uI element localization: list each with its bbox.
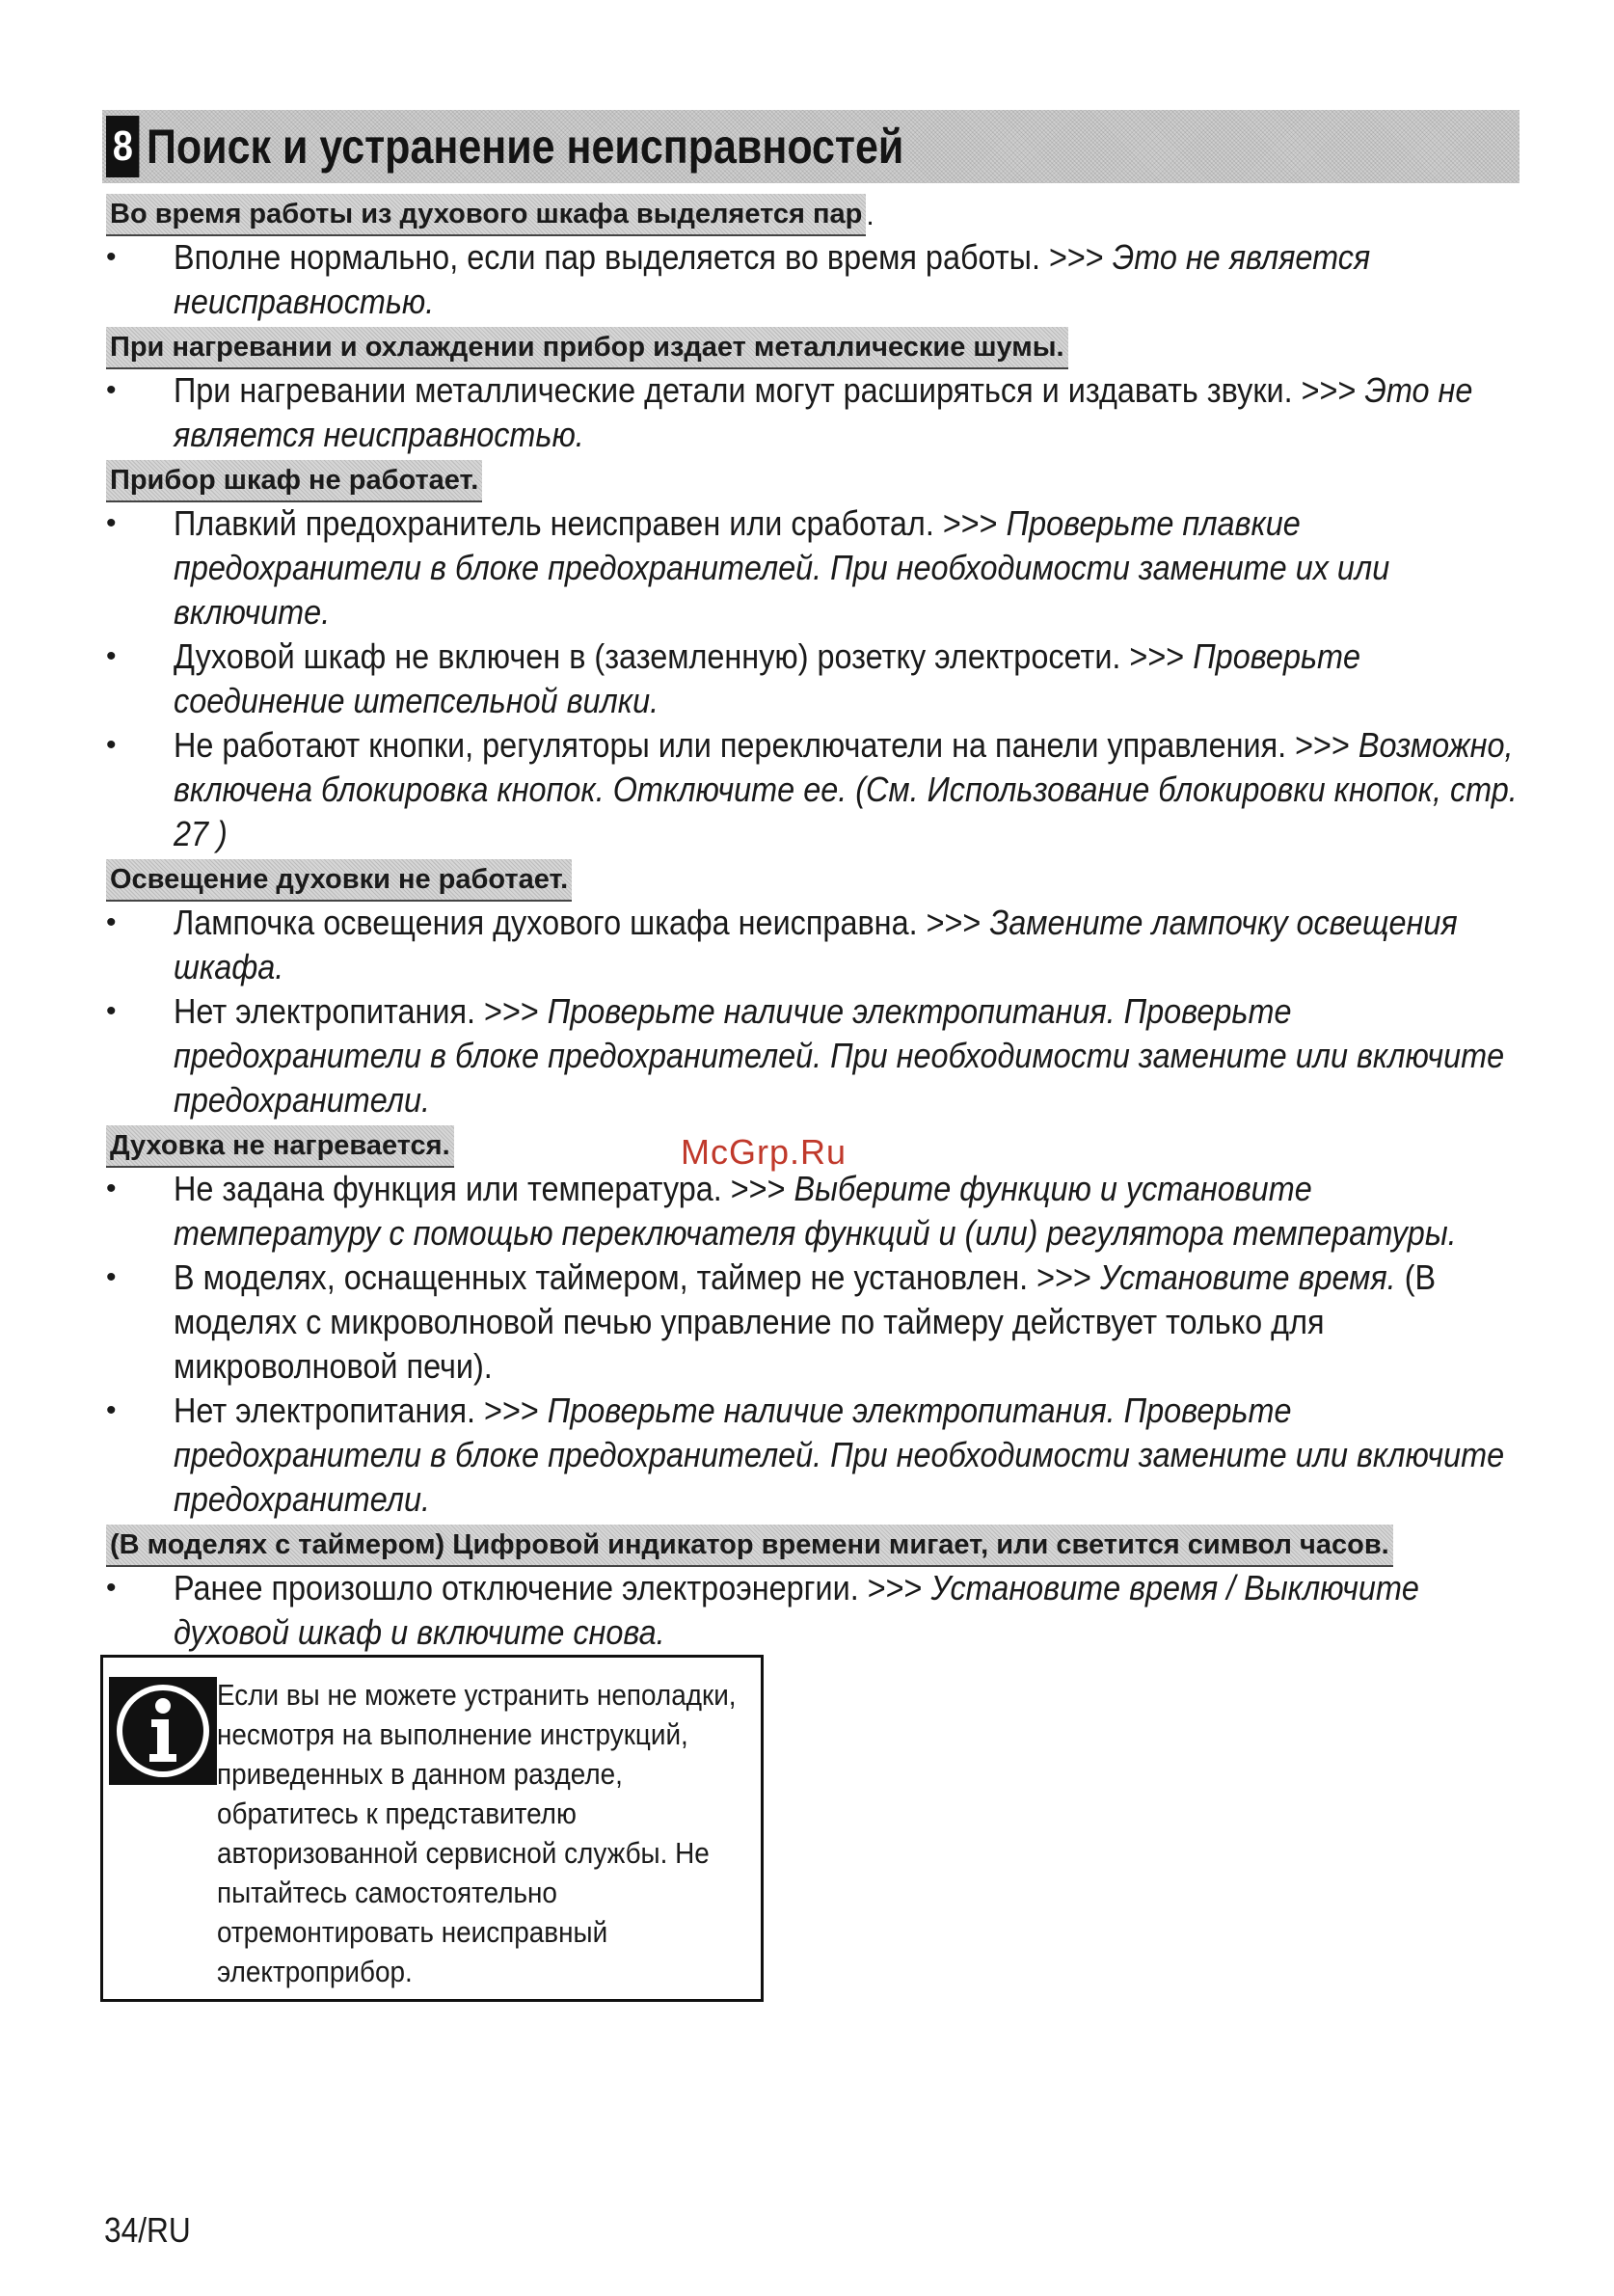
cause-text: Лампочка освещения духового шкафа неисправна. >>> — [174, 903, 990, 942]
cause-text: В моделях, оснащенных таймером, таймер не установлен. >>> — [174, 1257, 1100, 1297]
condition-heading — [106, 457, 1514, 501]
cause-text: При нагревании металлические детали могут расширяться и издавать звуки. >>> — [174, 370, 1365, 410]
list-item — [106, 1167, 1601, 1256]
item-text — [174, 501, 1527, 635]
bullet-icon: • — [106, 374, 117, 406]
cause-text: Ранее произошло отключение электроэнергии. >>> — [174, 1568, 931, 1607]
list-item — [106, 1256, 1601, 1389]
item-text — [174, 635, 1527, 723]
info-box — [100, 1655, 764, 2002]
solution-text: Замените лампочку освещения шкафа. — [174, 903, 1458, 986]
condition-heading — [106, 856, 1514, 901]
bullet-icon: • — [106, 1572, 117, 1604]
solution-text: Проверьте наличие электропитания. Проверьте предохранители в блоке предохранителей. При необходимости замените или включите предохранители. — [174, 991, 1505, 1120]
solution-text: Установите время. — [1099, 1257, 1396, 1297]
condition-label: Во время работы из духового шкафа выделяется пар — [106, 194, 866, 236]
bullet-icon: • — [106, 906, 117, 938]
solution-text: Проверьте наличие электропитания. Проверьте предохранители в блоке предохранителей. При необходимости замените или включите предохранители. — [174, 1391, 1505, 1519]
list-item — [106, 368, 1601, 457]
condition-label: (В моделях с таймером) Цифровой индикатор времени мигает, или светится символ часов. — [106, 1525, 1393, 1567]
condition-heading — [106, 1522, 1514, 1566]
bullet-icon: • — [106, 640, 117, 672]
list-item — [106, 635, 1601, 723]
solution-text: Проверьте плавкие предохранители в блоке предохранителей. При необходимости замените их или включите. — [174, 503, 1390, 632]
cause-text: Не работают кнопки, регуляторы или переключатели на панели управления. >>> — [174, 725, 1358, 765]
section-title-bar — [102, 110, 1520, 183]
bullet-icon: • — [106, 1261, 117, 1293]
bullet-icon: • — [106, 507, 117, 539]
condition-label: Духовка не нагревается. — [106, 1125, 454, 1168]
solution-text: Это не является неисправностью. — [174, 237, 1371, 321]
bullet-icon: • — [106, 729, 117, 761]
list-item — [106, 901, 1601, 989]
cause-text: Духовой шкаф не включен в (заземленную) розетку электросети. >>> — [174, 636, 1194, 676]
cause-text: Нет электропитания. >>> — [174, 991, 548, 1031]
item-text — [174, 1167, 1527, 1256]
cause-text: Вполне нормально, если пар выделяется во время работы. >>> — [174, 237, 1113, 277]
condition-heading — [106, 191, 1514, 235]
item-text — [174, 1389, 1527, 1522]
bullet-icon: • — [106, 1173, 117, 1204]
cause-text: Нет электропитания. >>> — [174, 1391, 548, 1430]
item-text — [174, 1256, 1527, 1389]
item-text — [174, 901, 1527, 989]
solution-text: Выберите функцию и установите температуру с помощью переключателя функций и (или) регулятора температуры. — [174, 1169, 1457, 1253]
item-text — [174, 989, 1527, 1122]
bullet-icon: • — [106, 1394, 117, 1426]
item-text — [174, 235, 1527, 324]
troubleshooting-list — [106, 191, 1518, 1655]
condition-label: Прибор шкаф не работает. — [106, 460, 482, 502]
solution-text: Установите время / Выключите духовой шкаф и включите снова. — [174, 1568, 1419, 1652]
info-text: Если вы не можете устранить неполадки, несмотря на выполнение инструкций, приведенных в данном разделе, обратитесь к представителю авторизованной сервисной службы. Не пытайтесь самостоятельно отремонтировать неисправный электроприбор. — [217, 1678, 737, 1988]
cause-text: Плавкий предохранитель неисправен или сработал. >>> — [174, 503, 1007, 543]
condition-heading — [106, 324, 1514, 368]
page-number: 34/RU — [104, 2210, 191, 2250]
solution-text: Это не является неисправностью. — [174, 370, 1473, 454]
condition-label: Освещение духовки не работает. — [106, 859, 572, 902]
list-item — [106, 235, 1601, 324]
section-number: 8 — [106, 116, 140, 177]
item-text — [174, 1566, 1527, 1655]
list-item — [106, 989, 1601, 1122]
condition-suffix: . — [866, 200, 874, 231]
list-item — [106, 1389, 1601, 1522]
solution-text: Проверьте соединение штепсельной вилки. — [174, 636, 1361, 720]
watermark: McGrp.Ru — [681, 1132, 847, 1172]
item-text — [174, 368, 1527, 457]
bullet-icon: • — [106, 241, 117, 273]
list-item — [106, 1566, 1601, 1655]
note-text: (В моделях с микроволновой печью управление по таймеру действует только для микроволновой печи). — [174, 1257, 1437, 1386]
section-title: Поиск и устранение неисправностей — [147, 120, 904, 174]
list-item — [106, 501, 1601, 635]
condition-label: При нагревании и охлаждении прибор издает металлические шумы. — [106, 327, 1068, 369]
list-item — [106, 723, 1601, 856]
cause-text: Не задана функция или температура. >>> — [174, 1169, 794, 1208]
solution-text: Возможно, включена блокировка кнопок. Отключите ее. (См. Использование блокировки кнопок, стр. 27 ) — [174, 725, 1518, 853]
item-text — [174, 723, 1527, 856]
info-icon — [109, 1677, 217, 1785]
bullet-icon: • — [106, 995, 117, 1027]
